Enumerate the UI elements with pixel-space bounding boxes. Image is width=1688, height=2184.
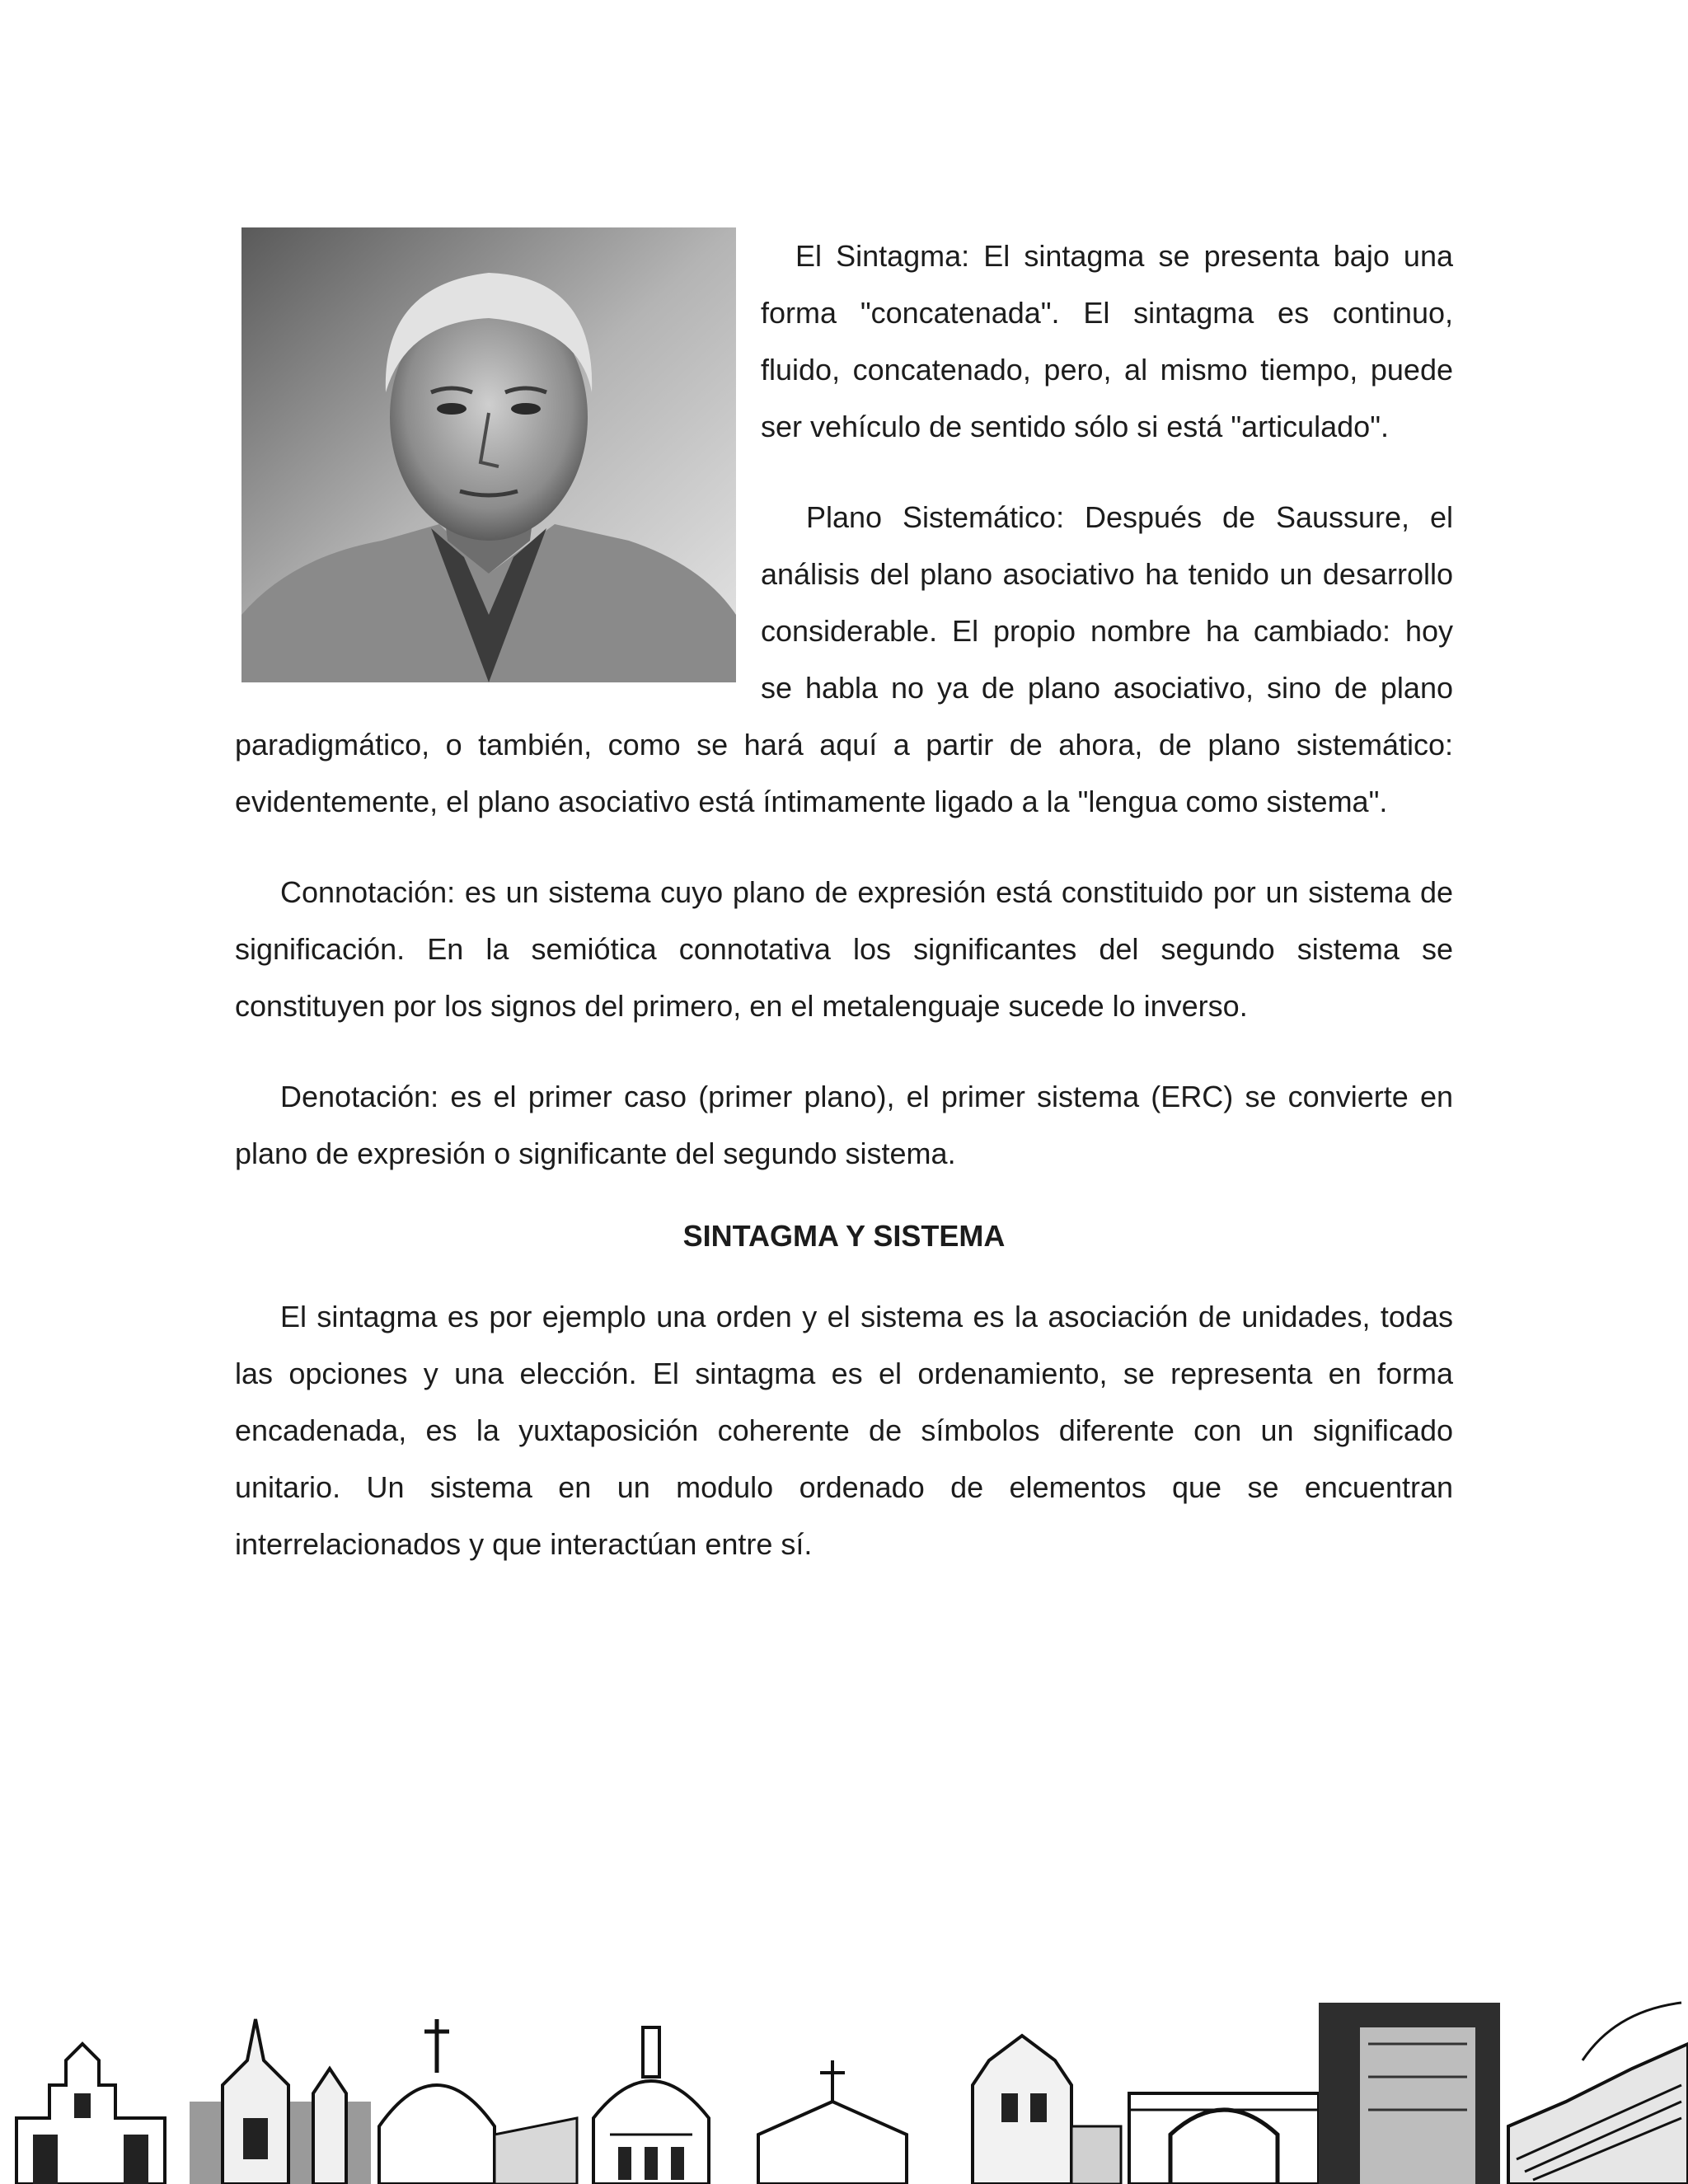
paragraph-sintagma: El Sintagma: El sintagma se presenta bajo una forma "concatenada". El sintagma es continuo, fluido, concatenado, pero, al mismo tiempo, puede ser vehículo de sentido sólo si está "articulado".	[761, 239, 1453, 443]
architecture-skyline-illustration	[0, 1994, 1688, 2184]
body-text	[235, 227, 1453, 1606]
paragraph-closing: El sintagma es por ejemplo una orden y el sistema es la asociación de unidades, todas las opciones y una elección. El sintagma es el ordenamiento, se representa en forma encadenada, es la yuxtaposición coherente de símbolos diferente con un significado unitario. Un sistema en un modulo ordenado de elementos que se encuentran interrelacionados y que interactúan entre sí.	[235, 1300, 1453, 1561]
paragraph-plano-sistematico: Plano Sistemático: Después de Saussure, el análisis del plano asociativo ha tenido un desarrollo considerable. El propio nombre ha cambiado: hoy se habla no ya de plano asociativo, sino de plano paradigmático, o también, como se hará aquí a partir de ahora, de plano sistemático: evidentemente, el plano asociativo está íntimamente ligado a la "lengua como sistema".	[235, 500, 1453, 818]
paragraph-denotacion: Denotación: es el primer caso (primer plano), el primer sistema (ERC) se convierte en plano de expresión o significante del segundo sistema.	[235, 1080, 1453, 1170]
paragraph-connotacion: Connotación: es un sistema cuyo plano de expresión está constituido por un sistema de significación. En la semiótica connotativa los significantes del segundo sistema se constituyen por los signos del primero, en el metalenguaje sucede lo inverso.	[235, 875, 1453, 1023]
section-heading: SINTAGMA Y SISTEMA	[682, 1219, 1006, 1253]
portrait-photo	[241, 227, 736, 682]
